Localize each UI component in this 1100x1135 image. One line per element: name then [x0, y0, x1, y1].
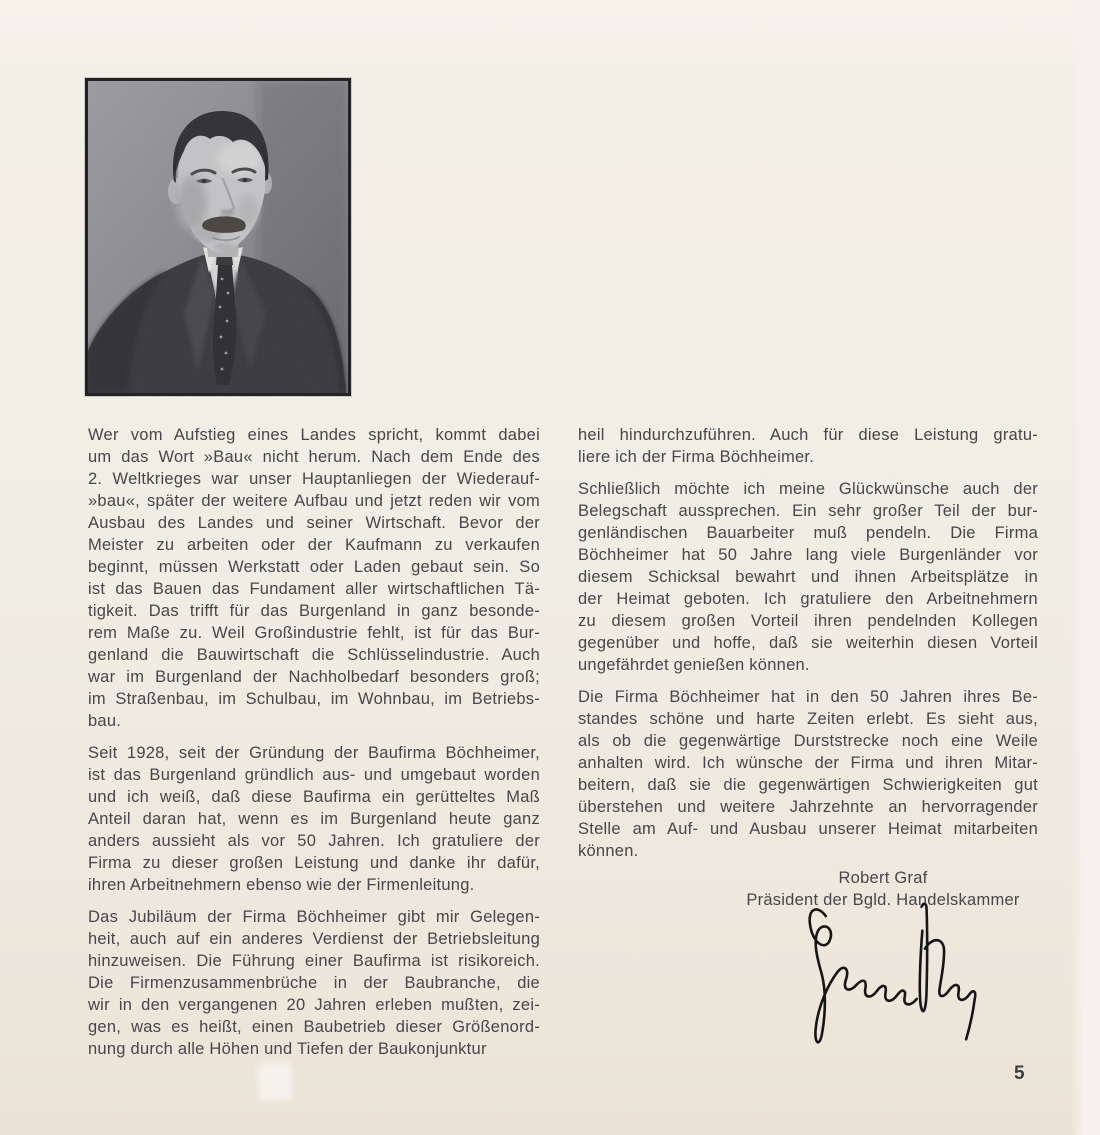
- text-line: ungefährdet genießen können.: [578, 656, 810, 674]
- text-column-left: [88, 424, 540, 1060]
- portrait-photo-image: [88, 81, 348, 393]
- paragraph: [88, 742, 540, 896]
- text-line: Böchheimer hat 50 Jahre lang viele Burgenländer vor: [578, 546, 1038, 564]
- paragraph: [578, 686, 1038, 862]
- text-line: tigkeit. Das trifft für das Burgenland in ganz besonde-: [88, 602, 540, 620]
- text-line: anders aussieht als vor 50 Jahren. Ich gratuliere der: [88, 832, 540, 850]
- text-line: zu diesem großen Vorteil ihren pendelnden Kollegen: [578, 612, 1038, 630]
- text-line: ihren Arbeitnehmern ebenso wie der Firmenleitung.: [88, 876, 475, 894]
- text-line: anhalten wird. Ich wünsche der Firma und ihren Mitar-: [578, 754, 1038, 772]
- paragraph-container: [578, 424, 1038, 862]
- text-line: als ob die gegenwärtige Durststrecke noch eine Weile: [578, 732, 1038, 750]
- scan-edge-artifact: [1070, 0, 1100, 1135]
- text-line: war im Burgenland der Nachholbedarf besonders groß;: [88, 668, 540, 686]
- text-line: überstehen und weitere Jahrzehnte an hervorragender: [578, 798, 1038, 816]
- text-line: gegenüber und hoffe, daß sie weiterhin diesen Vorteil: [578, 634, 1038, 652]
- text-line: um das Wort »Bau« nicht herum. Nach dem Ende des: [88, 448, 540, 466]
- text-line: »bau«, später der weitere Aufbau und jetzt reden wir vom: [88, 492, 540, 510]
- text-line: Das Jubiläum der Firma Böchheimer gibt mir Gelegen-: [88, 908, 540, 926]
- text-line: können.: [578, 842, 639, 860]
- text-line: bau.: [88, 712, 122, 730]
- text-line: Die Firmenzusammenbrüche in der Baubranche, die: [88, 974, 540, 992]
- text-line: nung durch alle Höhen und Tiefen der Baukonjunktur: [88, 1040, 487, 1058]
- text-line: liere ich der Firma Böchheimer.: [578, 448, 815, 466]
- portrait-photo: [85, 78, 351, 396]
- text-line: Ausbau des Landes und seiner Wirtschaft. Bevor der: [88, 514, 540, 532]
- text-line: Wer vom Aufstieg eines Landes spricht, kommt dabei: [88, 426, 540, 444]
- paragraph: [88, 906, 540, 1060]
- text-line: Firma zu dieser großen Leistung und danke ihr dafür,: [88, 854, 540, 872]
- paragraph: [88, 424, 540, 732]
- text-line: heil hindurchzuführen. Auch für diese Leistung gratu-: [578, 426, 1038, 444]
- text-line: gen, was es heißt, einen Baubetrieb dieser Größenord-: [88, 1018, 540, 1036]
- text-line: Anteil daran hat, wenn es im Burgenland heute ganz: [88, 810, 540, 828]
- text-line: diesem Schicksal bewahrt und ihnen Arbeitsplätze in: [578, 568, 1038, 586]
- text-line: Schließlich möchte ich meine Glückwünsche auch der: [578, 480, 1038, 498]
- text-line: wir in den vergangenen 20 Jahren erleben mußten, zei-: [88, 996, 540, 1014]
- text-line: Die Firma Böchheimer hat in den 50 Jahren ihres Be-: [578, 688, 1038, 706]
- text-line: und ich weiß, daß diese Baufirma ein gerütteltes Maß: [88, 788, 540, 806]
- paragraph: [578, 424, 1038, 468]
- page-number: 5: [1014, 1063, 1026, 1084]
- paragraph: [578, 478, 1038, 676]
- text-line: genland die Bauwirtschaft die Schlüsselindustrie. Auch: [88, 646, 540, 664]
- text-column-right: [578, 424, 1038, 911]
- signature-handwriting: [795, 895, 979, 1063]
- text-line: beginnt, müssen Werkstatt oder Laden gebaut sein. So: [88, 558, 540, 576]
- text-line: beitern, daß sie die gegenwärtigen Schwierigkeiten gut: [578, 776, 1038, 794]
- text-line: Belegschaft aussprechen. Ein sehr großer Teil der bur-: [578, 502, 1038, 520]
- text-line: Meister zu arbeiten oder der Kaufmann zu verkaufen: [88, 536, 540, 554]
- text-line: hinzuweisen. Die Führung einer Baufirma ist risikoreich.: [88, 952, 540, 970]
- text-line: heit, auch auf ein anderes Verdienst der Betriebsleitung: [88, 930, 540, 948]
- text-line: standes schöne und harte Zeiten erlebt. Es sieht aus,: [578, 710, 1038, 728]
- text-line: 2. Weltkrieges war unser Hauptanliegen der Wiederauf-: [88, 470, 540, 488]
- text-line: ist das Bauen das Fundament aller wirtschaftlichen Tä-: [88, 580, 540, 598]
- text-line: ist das Burgenland gründlich aus- und umgebaut worden: [88, 766, 540, 784]
- text-line: der Heimat geboten. Ich gratuliere den Arbeitnehmern: [578, 590, 1038, 608]
- text-line: Stelle am Auf- und Ausbau unserer Heimat mitarbeiten: [578, 820, 1038, 838]
- scan-stamp-artifact: [257, 1062, 294, 1102]
- text-line: genländischen Bauarbeiter muß pendeln. Die Firma: [578, 524, 1038, 542]
- text-line: im Straßenbau, im Schulbau, im Wohnbau, im Betriebs-: [88, 690, 540, 708]
- byline-title: Präsident der Bgld. Handelskammer: [746, 891, 1020, 909]
- text-line: Seit 1928, seit der Gründung der Baufirma Böchheimer,: [88, 744, 540, 762]
- text-line: rem Maße zu. Weil Großindustrie fehlt, ist für das Bur-: [88, 624, 540, 642]
- byline-name: Robert Graf: [838, 869, 928, 887]
